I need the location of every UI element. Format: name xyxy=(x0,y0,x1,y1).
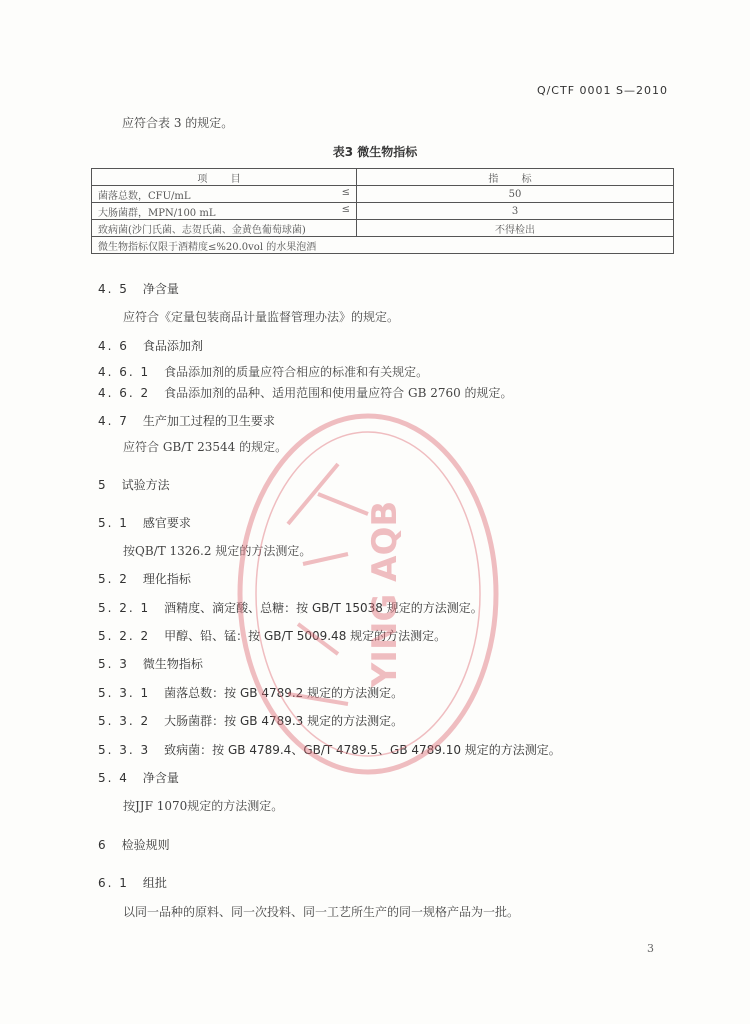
section-title: 组批 xyxy=(142,876,167,890)
table-header-row xyxy=(92,169,674,186)
table-cell-item xyxy=(92,186,357,203)
section-title: 检验规则 xyxy=(121,838,170,852)
standard-code: Q/CTF 0001 S—2010 xyxy=(536,84,668,97)
section-title: 感官要求 xyxy=(142,516,191,530)
section-title: 净含量 xyxy=(142,771,179,785)
section-heading xyxy=(98,337,203,354)
body-text: 按JJF 1070规定的方法测定。 xyxy=(123,799,284,813)
item-label: 大肠菌群，MPN/100 mL xyxy=(98,207,216,219)
table-row xyxy=(92,203,674,220)
table-note-row xyxy=(92,237,674,254)
item-label: 菌落总数，CFU/mL xyxy=(98,190,191,202)
table-row xyxy=(92,220,674,237)
section-text: 食品添加剂的质量应符合相应的标准和有关规定。 xyxy=(164,365,429,379)
section-number: 5. 2 xyxy=(98,572,129,586)
section-heading xyxy=(98,655,203,672)
section-title: 菌落总数：按 GB 4789.2 规定的方法测定。 xyxy=(164,686,404,700)
section-number: 5. 3. 1 xyxy=(98,686,151,700)
section-title: 试验方法 xyxy=(121,478,170,492)
section-heading xyxy=(98,476,170,493)
section-heading xyxy=(98,836,170,853)
column-header-indicator: 指 标 xyxy=(357,169,674,186)
section-title: 大肠菌群：按 GB 4789.3 规定的方法测定。 xyxy=(164,714,404,728)
table-title: 表3 微生物指标 xyxy=(332,145,418,159)
section-title: 食品添加剂 xyxy=(142,339,203,353)
section-number: 4. 5 xyxy=(98,282,129,296)
table-cell-item xyxy=(92,203,357,220)
section-number: 5. 2. 2 xyxy=(98,629,151,643)
section-heading xyxy=(98,280,179,297)
section-title: 致病菌：按 GB 4789.4、GB/T 4789.5、GB 4789.10 规定的方法测定。 xyxy=(164,743,561,757)
operator: ≤ xyxy=(341,186,350,198)
table-cell-value: 50 xyxy=(357,186,674,203)
body-text: 应符合 GB/T 23544 的规定。 xyxy=(123,440,288,454)
section-title: 生产加工过程的卫生要求 xyxy=(142,414,275,428)
section-number: 4. 6 xyxy=(98,339,129,353)
seal-text: YING AQB xyxy=(365,500,405,688)
section-text: 食品添加剂的品种、适用范围和使用量应符合 GB 2760 的规定。 xyxy=(164,386,513,400)
table-row xyxy=(92,186,674,203)
microbiology-table xyxy=(91,168,674,254)
section-title: 理化指标 xyxy=(142,572,191,586)
section-number: 5. 1 xyxy=(98,516,129,530)
body-text: 以同一品种的原料、同一次投料、同一工艺所生产的同一规格产品为一批。 xyxy=(123,905,520,919)
table-cell-value: 3 xyxy=(357,203,674,220)
table-cell-item xyxy=(92,220,357,237)
section-number: 4. 6. 2 xyxy=(98,386,151,400)
section-heading xyxy=(98,741,561,758)
page-number: 3 xyxy=(647,942,654,955)
operator: ≤ xyxy=(341,203,350,215)
section-heading xyxy=(98,384,513,401)
table-note: 微生物指标仅限于酒精度≤%20.0vol 的水果泡酒 xyxy=(92,237,674,254)
section-title: 净含量 xyxy=(142,282,179,296)
body-text: 按QB/T 1326.2 规定的方法测定。 xyxy=(123,544,312,558)
column-header-item: 项 目 xyxy=(92,169,357,186)
section-heading xyxy=(98,570,191,587)
section-number: 6 xyxy=(98,838,108,852)
section-heading xyxy=(98,412,275,429)
section-number: 5. 4 xyxy=(98,771,129,785)
section-number: 5. 3. 2 xyxy=(98,714,151,728)
section-number: 5. 3 xyxy=(98,657,129,671)
section-title: 微生物指标 xyxy=(142,657,203,671)
section-number: 6. 1 xyxy=(98,876,129,890)
section-heading xyxy=(98,599,483,616)
section-heading xyxy=(98,874,167,891)
intro-text: 应符合表 3 的规定。 xyxy=(122,116,234,130)
section-title: 酒精度、滴定酸、总糖：按 GB/T 15038 规定的方法测定。 xyxy=(164,601,483,615)
section-number: 5. 2. 1 xyxy=(98,601,151,615)
section-number: 5 xyxy=(98,478,108,492)
item-label: 致病菌(沙门氏菌、志贺氏菌、金黄色葡萄球菌) xyxy=(98,224,306,236)
section-number: 4. 7 xyxy=(98,414,129,428)
section-number: 5. 3. 3 xyxy=(98,743,151,757)
section-heading xyxy=(98,769,179,786)
section-heading xyxy=(98,712,403,729)
section-heading xyxy=(98,684,403,701)
body-text: 应符合《定量包装商品计量监督管理办法》的规定。 xyxy=(123,310,400,324)
section-heading xyxy=(98,363,428,380)
section-number: 4. 6. 1 xyxy=(98,365,151,379)
section-title: 甲醇、铅、锰：按 GB/T 5009.48 规定的方法测定。 xyxy=(164,629,447,643)
section-heading xyxy=(98,627,446,644)
section-heading xyxy=(98,514,191,531)
table-cell-value: 不得检出 xyxy=(357,220,674,237)
